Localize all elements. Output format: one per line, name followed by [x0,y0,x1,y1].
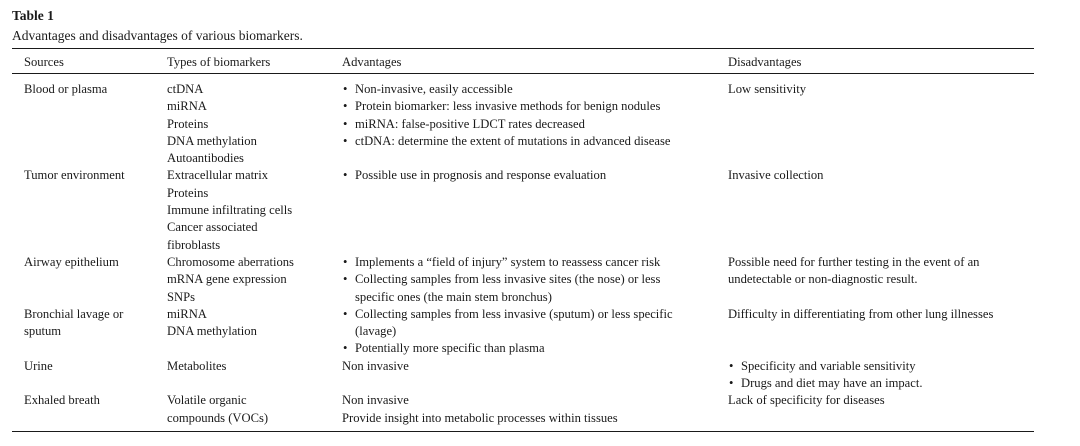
biomarker-type: Proteins [167,185,209,200]
cell-source [12,358,167,393]
disadvantage-text: Drugs and diet may have an impact. [741,376,923,391]
source-line: Exhaled breath [24,393,100,408]
bullet-icon: • [729,376,734,391]
table-row [12,358,1034,393]
cell-source [12,254,167,306]
cell-disadvantages [728,306,1034,358]
advantage-bullet-item [342,98,728,115]
cell-advantages [342,167,728,253]
cell-disadvantages [728,73,1034,167]
bullet-icon: • [729,358,734,373]
column-header-advantages: Advantages [342,55,402,69]
source-line: Bronchial lavage or [24,306,124,321]
advantage-text: Implements a “field of injury” system to reassess cancer risk [355,254,661,269]
disadvantage-text: Specificity and variable sensitivity [741,358,916,373]
source-line: Airway epithelium [24,254,119,269]
biomarkers-table [12,49,1034,427]
disadvantage-text: Difficulty in differentiating from other lung illnesses [728,306,994,321]
cell-source [12,73,167,167]
source-text [24,392,167,409]
advantage-text: Collecting samples from less invasive (sputum) or less specific [355,306,673,321]
source-line: Tumor environment [24,168,125,183]
biomarker-type: Volatile organic [167,393,247,408]
biomarker-type: Chromosome aberrations [167,254,294,269]
disadvantage-text: Possible need for further testing in the event of an [728,254,980,269]
bullet-icon: • [343,133,348,148]
source-line: Blood or plasma [24,82,108,96]
table-row [12,306,1034,358]
cell-advantages [342,306,728,358]
advantage-bullet-item [342,81,728,98]
cell-biomarker-types [167,358,342,393]
cell-source [12,392,167,427]
advantage-text: Collecting samples from less invasive sites (the nose) or less [355,272,661,287]
column-header-sources: Sources [24,55,64,69]
biomarker-type: DNA methylation [167,133,257,148]
table-label: Table 1 [12,8,54,23]
biomarker-type: miRNA [167,306,207,321]
advantage-bullet-item [342,340,728,357]
cell-biomarker-types [167,392,342,427]
advantage-text: ctDNA: determine the extent of mutations in advanced disease [355,133,671,148]
cell-disadvantages [728,392,1034,427]
advantage-bullet-item [342,133,728,150]
cell-advantages [342,392,728,427]
source-text [24,167,167,184]
cell-biomarker-types [167,254,342,306]
biomarker-type: Autoantibodies [167,151,244,166]
table-row [12,73,1034,167]
table-row [12,254,1034,306]
biomarker-type: Immune infiltrating cells [167,203,293,218]
cell-source [12,306,167,358]
advantage-bullet-item [342,167,728,184]
column-header-types: Types of biomarkers [167,55,271,69]
biomarker-type: compounds (VOCs) [167,410,269,425]
source-text [24,358,167,375]
disadvantage-text: undetectable or non-diagnostic result. [728,272,918,287]
source-line: sputum [24,324,62,339]
cell-advantages [342,73,728,167]
cell-biomarker-types [167,306,342,358]
advantage-bullet-item [342,306,728,341]
disadvantage-text: Low sensitivity [728,82,807,96]
advantage-text: Protein biomarker: less invasive methods for benign nodules [355,99,661,114]
table-row [12,167,1034,253]
biomarker-type: DNA methylation [167,324,257,339]
bullet-icon: • [343,99,348,114]
cell-disadvantages [728,167,1034,253]
cell-source [12,167,167,253]
cell-disadvantages [728,358,1034,393]
disadvantage-bullet-item [728,358,1034,375]
advantage-text: Non-invasive, easily accessible [355,82,513,96]
disadvantage-bullet-item [728,375,1034,392]
cell-advantages [342,254,728,306]
cell-biomarker-types [167,167,342,253]
advantage-bullet-item [342,116,728,133]
bullet-icon: • [343,272,348,287]
source-text [24,81,167,98]
bottom-rule [12,431,1034,432]
bullet-icon: • [343,82,348,96]
bullet-icon: • [343,116,348,131]
biomarker-type: SNPs [167,289,196,304]
disadvantage-text: Invasive collection [728,168,824,183]
source-text [24,306,167,341]
advantage-text: Non invasive [342,358,409,373]
advantage-text: Potentially more specific than plasma [355,341,545,356]
table-header-row [12,49,1034,73]
bullet-icon: • [343,168,348,183]
biomarker-type: ctDNA [167,82,204,96]
advantage-text: Non invasive [342,393,409,408]
table-row [12,392,1034,427]
advantage-text: miRNA: false-positive LDCT rates decreased [355,116,585,131]
advantage-bullet-item [342,271,728,306]
table-body [12,73,1034,427]
biomarker-type: miRNA [167,99,207,114]
disadvantage-text: Lack of specificity for diseases [728,393,885,408]
cell-biomarker-types [167,73,342,167]
advantage-text: Provide insight into metabolic processes within tissues [342,410,618,425]
advantage-bullet-item [342,254,728,271]
column-header-disadvantages: Disadvantages [728,55,802,69]
table-caption: Advantages and disadvantages of various biomarkers. [12,28,303,43]
cell-advantages [342,358,728,393]
biomarker-type: fibroblasts [167,237,221,252]
biomarker-type: Cancer associated [167,220,258,235]
bullet-icon: • [343,306,348,321]
biomarker-type: Extracellular matrix [167,168,269,183]
source-line: Urine [24,358,53,373]
advantage-text: specific ones (the main stem bronchus) [355,289,552,304]
bullet-icon: • [343,254,348,269]
source-text [24,254,167,271]
cell-disadvantages [728,254,1034,306]
biomarker-type: Metabolites [167,358,227,373]
advantage-text: Possible use in prognosis and response evaluation [355,168,607,183]
biomarker-type: Proteins [167,116,209,131]
advantage-text: (lavage) [355,324,397,339]
biomarker-type: mRNA gene expression [167,272,287,287]
bullet-icon: • [343,341,348,356]
